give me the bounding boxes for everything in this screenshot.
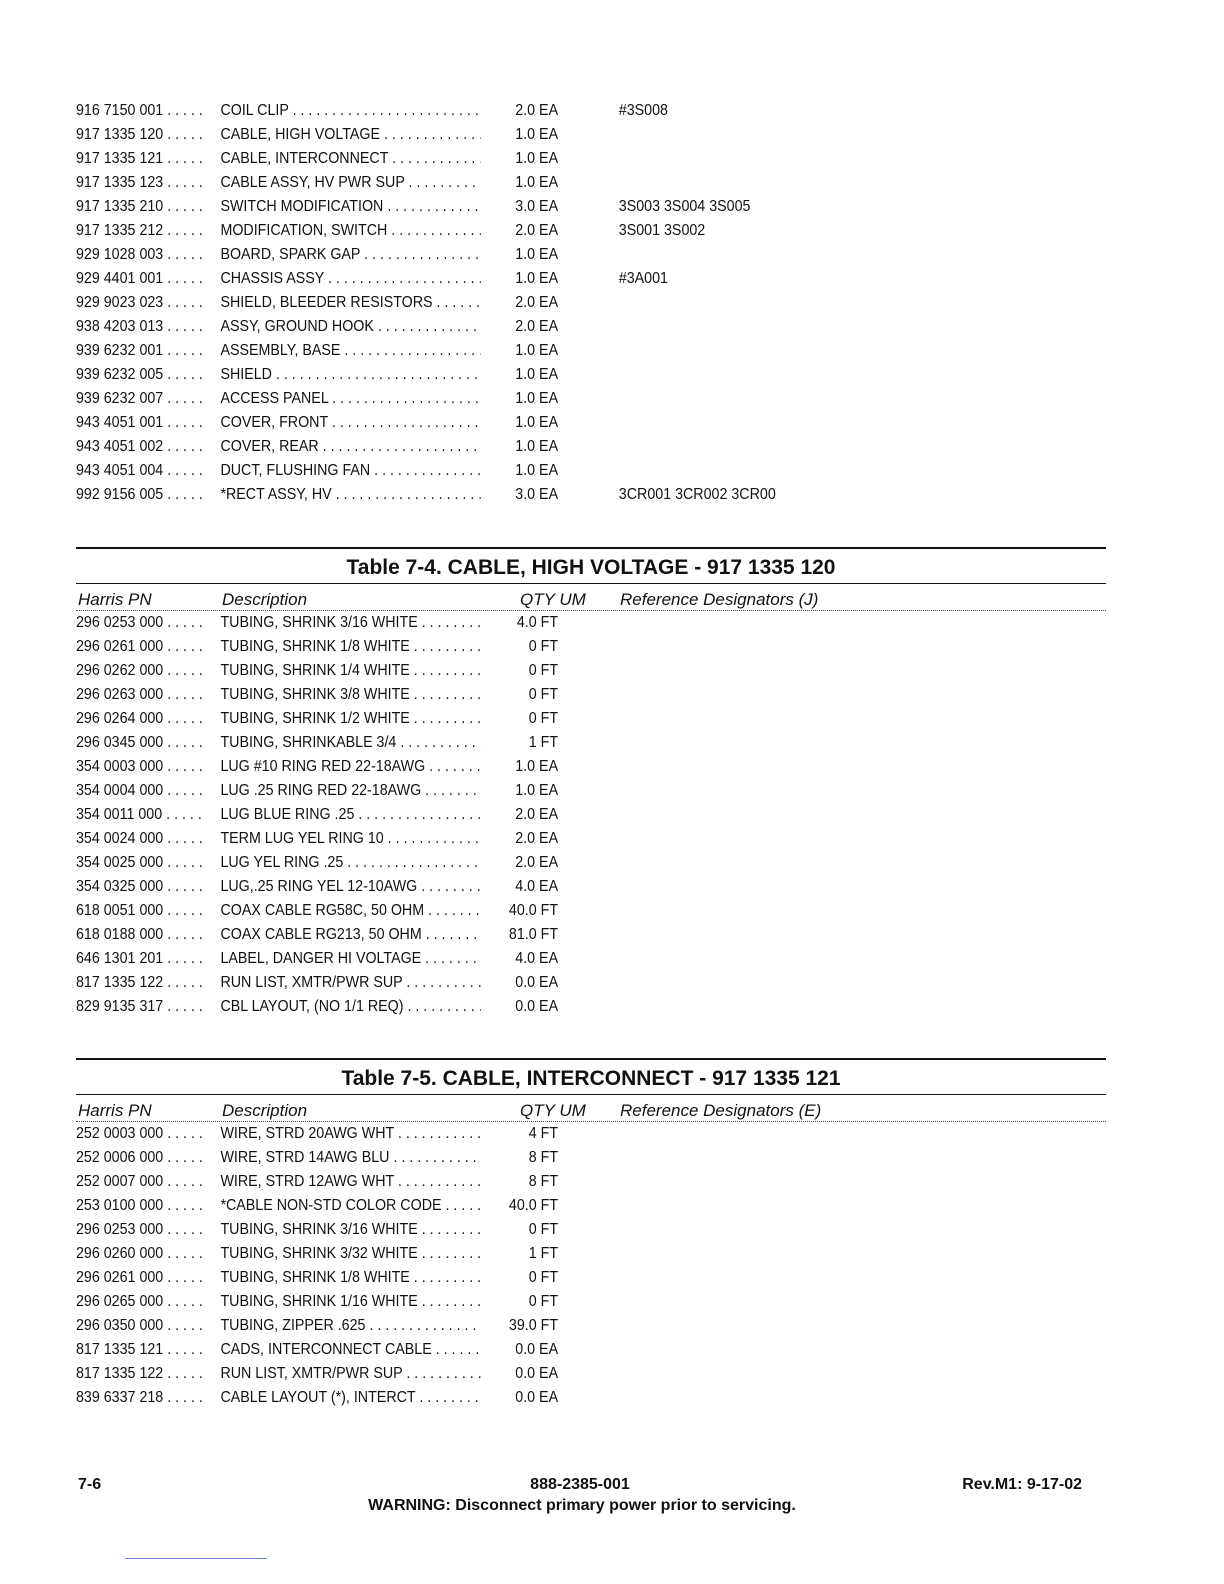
part-number: 646 1301 201 . . . xyxy=(76,950,205,968)
part-number: 252 0007 000 . . . xyxy=(76,1173,205,1191)
reference-designators: 3S003 3S004 3S005 xyxy=(618,198,751,215)
description: COIL CLIP . . . xyxy=(220,102,508,120)
description: RUN LIST, XMTR/PWR SUP . . . xyxy=(220,1365,508,1383)
quantity: 1.0 EA xyxy=(481,150,558,168)
table-row xyxy=(76,827,812,851)
quantity: 1.0 EA xyxy=(481,414,558,432)
quantity: 1 FT xyxy=(481,734,558,752)
table-row xyxy=(76,899,812,923)
quantity: 1.0 EA xyxy=(481,462,558,480)
description: CABLE LAYOUT (*), INTERCT . . . xyxy=(220,1389,508,1407)
part-number: 917 1335 210 . . . xyxy=(76,198,205,216)
part-number: 354 0003 000 . . . xyxy=(76,758,205,776)
warning-text: WARNING: Disconnect primary power prior to servicing. xyxy=(368,1497,796,1514)
description: CABLE ASSY, HV PWR SUP . . . xyxy=(220,174,508,192)
table-row xyxy=(76,755,812,779)
description: *RECT ASSY, HV . . . xyxy=(220,486,508,504)
table-row xyxy=(76,339,812,363)
quantity: 2.0 EA xyxy=(481,830,558,848)
scan-mark xyxy=(125,1558,267,1559)
quantity: 1.0 EA xyxy=(481,438,558,456)
table-row xyxy=(76,803,812,827)
description: TERM LUG YEL RING 10 . . . xyxy=(220,830,508,848)
revision: Rev.M1: 9-17-02 xyxy=(962,1476,1082,1493)
table-row xyxy=(76,99,812,123)
part-number: 929 1028 003 . . . xyxy=(76,246,205,264)
description: SWITCH MODIFICATION . . . xyxy=(220,198,508,216)
part-number: 943 4051 004 . . . xyxy=(76,462,205,480)
quantity: 0 FT xyxy=(481,1293,558,1311)
table-7-5-title: Table 7-5. CABLE, INTERCONNECT - 917 1335 121 xyxy=(341,1067,841,1090)
part-number: 296 0263 000 . . . xyxy=(76,686,205,704)
description: LUG .25 RING RED 22-18AWG . . . xyxy=(220,782,508,800)
part-number: 829 9135 317 . . . xyxy=(76,998,205,1016)
quantity: 40.0 FT xyxy=(481,902,558,920)
part-number: 917 1335 120 . . . xyxy=(76,126,205,144)
part-number: 296 0345 000 . . . xyxy=(76,734,205,752)
quantity: 1.0 EA xyxy=(481,390,558,408)
part-number: 917 1335 212 . . . xyxy=(76,222,205,240)
table-row xyxy=(76,1170,812,1194)
quantity: 2.0 EA xyxy=(481,102,558,120)
table-row xyxy=(76,1218,812,1242)
table-7-4-header-qty: QTY UM xyxy=(520,590,586,609)
description: TUBING, SHRINK 3/32 WHITE . . . xyxy=(220,1245,508,1263)
table-row xyxy=(76,707,812,731)
table-row xyxy=(76,123,812,147)
reference-designators: 3S001 3S002 xyxy=(618,222,706,239)
quantity: 0 FT xyxy=(481,1269,558,1287)
table-7-5-title-rule xyxy=(76,1094,1106,1095)
quantity: 0.0 EA xyxy=(481,1389,558,1407)
quantity: 2.0 EA xyxy=(481,806,558,824)
description: BOARD, SPARK GAP . . . xyxy=(220,246,508,264)
table-row xyxy=(76,411,812,435)
reference-designators: 3CR001 3CR002 3CR00 xyxy=(618,486,776,503)
description: COAX CABLE RG58C, 50 OHM . . . xyxy=(220,902,508,920)
part-number: 618 0188 000 . . . xyxy=(76,926,205,944)
description: DUCT, FLUSHING FAN . . . xyxy=(220,462,508,480)
description: RUN LIST, XMTR/PWR SUP . . . xyxy=(220,974,508,992)
quantity: 39.0 FT xyxy=(481,1317,558,1335)
table-7-4-header-desc: Description xyxy=(222,590,308,609)
description: WIRE, STRD 20AWG WHT . . . xyxy=(220,1125,508,1143)
description: SHIELD . . . xyxy=(220,366,508,384)
quantity: 0 FT xyxy=(481,662,558,680)
table-7-5-header-ref: Reference Designators (E) xyxy=(620,1101,822,1120)
part-number: 296 0260 000 . . . xyxy=(76,1245,205,1263)
quantity: 0.0 EA xyxy=(481,1365,558,1383)
table-7-4-title-rule xyxy=(76,583,1106,584)
table-row xyxy=(76,435,812,459)
part-number: 354 0325 000 . . . xyxy=(76,878,205,896)
table-row xyxy=(76,243,812,267)
quantity: 4.0 EA xyxy=(481,950,558,968)
table-row xyxy=(76,731,812,755)
table-row xyxy=(76,267,812,291)
table-row xyxy=(76,947,812,971)
description: CADS, INTERCONNECT CABLE . . . xyxy=(220,1341,508,1359)
parts-list xyxy=(76,99,876,507)
part-number: 939 6232 001 . . . xyxy=(76,342,205,360)
table-row xyxy=(76,387,812,411)
quantity: 0 FT xyxy=(481,710,558,728)
reference-designators: #3S008 xyxy=(618,102,668,119)
table-row xyxy=(76,1242,812,1266)
description: COAX CABLE RG213, 50 OHM . . . xyxy=(220,926,508,944)
quantity: 0 FT xyxy=(481,1221,558,1239)
table-row xyxy=(76,683,812,707)
table-row xyxy=(76,219,812,243)
table-row xyxy=(76,1194,812,1218)
description: TUBING, SHRINK 1/4 WHITE . . . xyxy=(220,662,508,680)
table-7-5-header-qty: QTY UM xyxy=(520,1101,586,1120)
table-row xyxy=(76,1146,812,1170)
table-7-4-top-rule xyxy=(76,547,1106,549)
quantity: 2.0 EA xyxy=(481,318,558,336)
description: LUG,.25 RING YEL 12-10AWG . . . xyxy=(220,878,508,896)
description: LUG #10 RING RED 22-18AWG . . . xyxy=(220,758,508,776)
description: ASSEMBLY, BASE . . . xyxy=(220,342,508,360)
part-number: 296 0264 000 . . . xyxy=(76,710,205,728)
quantity: 1.0 EA xyxy=(481,782,558,800)
table-row xyxy=(76,171,812,195)
table-row xyxy=(76,459,812,483)
description: LABEL, DANGER HI VOLTAGE . . . xyxy=(220,950,508,968)
table-row xyxy=(76,1266,812,1290)
quantity: 1.0 EA xyxy=(481,758,558,776)
quantity: 2.0 EA xyxy=(481,854,558,872)
table-row xyxy=(76,315,812,339)
table-row xyxy=(76,659,812,683)
table-7-4-body xyxy=(76,611,876,1019)
table-row xyxy=(76,1314,812,1338)
part-number: 943 4051 001 . . . xyxy=(76,414,205,432)
part-number: 939 6232 005 . . . xyxy=(76,366,205,384)
part-number: 817 1335 121 . . . xyxy=(76,1341,205,1359)
table-7-5-body xyxy=(76,1122,876,1410)
table-7-4-header-pn: Harris PN xyxy=(78,590,152,609)
description: COVER, REAR . . . xyxy=(220,438,508,456)
quantity: 1 FT xyxy=(481,1245,558,1263)
description: TUBING, SHRINK 1/2 WHITE . . . xyxy=(220,710,508,728)
part-number: 354 0025 000 . . . xyxy=(76,854,205,872)
table-row xyxy=(76,483,812,507)
description: TUBING, SHRINK 3/8 WHITE . . . xyxy=(220,686,508,704)
description: TUBING, SHRINK 3/16 WHITE . . . xyxy=(220,1221,508,1239)
part-number: 296 0265 000 . . . xyxy=(76,1293,205,1311)
part-number: 296 0262 000 . . . xyxy=(76,662,205,680)
part-number: 917 1335 121 . . . xyxy=(76,150,205,168)
part-number: 354 0004 000 . . . xyxy=(76,782,205,800)
part-number: 929 4401 001 . . . xyxy=(76,270,205,288)
table-row xyxy=(76,147,812,171)
document-number: 888-2385-001 xyxy=(530,1476,630,1493)
part-number: 296 0350 000 . . . xyxy=(76,1317,205,1335)
description: LUG BLUE RING .25 . . . xyxy=(220,806,508,824)
quantity: 3.0 EA xyxy=(481,198,558,216)
quantity: 1.0 EA xyxy=(481,174,558,192)
part-number: 253 0100 000 . . . xyxy=(76,1197,205,1215)
description: WIRE, STRD 14AWG BLU . . . xyxy=(220,1149,508,1167)
description: CHASSIS ASSY . . . xyxy=(220,270,508,288)
quantity: 4.0 FT xyxy=(481,614,558,632)
part-number: 296 0253 000 . . . xyxy=(76,614,205,632)
description: WIRE, STRD 12AWG WHT . . . xyxy=(220,1173,508,1191)
description: CBL LAYOUT, (NO 1/1 REQ) . . . xyxy=(220,998,508,1016)
quantity: 2.0 EA xyxy=(481,222,558,240)
table-row xyxy=(76,995,812,1019)
table-row xyxy=(76,195,812,219)
part-number: 296 0261 000 . . . xyxy=(76,638,205,656)
part-number: 939 6232 007 . . . xyxy=(76,390,205,408)
quantity: 1.0 EA xyxy=(481,126,558,144)
quantity: 40.0 FT xyxy=(481,1197,558,1215)
page-number: 7-6 xyxy=(78,1476,102,1493)
description: SHIELD, BLEEDER RESISTORS . . . xyxy=(220,294,508,312)
part-number: 839 6337 218 . . . xyxy=(76,1389,205,1407)
part-number: 354 0024 000 . . . xyxy=(76,830,205,848)
description: CABLE, HIGH VOLTAGE . . . xyxy=(220,126,508,144)
part-number: 917 1335 123 . . . xyxy=(76,174,205,192)
description: ASSY, GROUND HOOK . . . xyxy=(220,318,508,336)
table-row xyxy=(76,363,812,387)
table-row xyxy=(76,1386,812,1410)
description: TUBING, SHRINK 1/8 WHITE . . . xyxy=(220,1269,508,1287)
part-number: 817 1335 122 . . . xyxy=(76,974,205,992)
description: MODIFICATION, SWITCH . . . xyxy=(220,222,508,240)
quantity: 4.0 EA xyxy=(481,878,558,896)
part-number: 916 7150 001 . . . xyxy=(76,102,205,120)
description: TUBING, SHRINK 1/8 WHITE . . . xyxy=(220,638,508,656)
description: *CABLE NON-STD COLOR CODE . . . xyxy=(220,1197,508,1215)
table-7-5-top-rule xyxy=(76,1058,1106,1060)
table-row xyxy=(76,611,812,635)
quantity: 1.0 EA xyxy=(481,246,558,264)
quantity: 4 FT xyxy=(481,1125,558,1143)
table-7-4-title: Table 7-4. CABLE, HIGH VOLTAGE - 917 1335 120 xyxy=(346,556,836,579)
description: TUBING, ZIPPER .625 . . . xyxy=(220,1317,508,1335)
quantity: 0.0 EA xyxy=(481,1341,558,1359)
description: TUBING, SHRINK 3/16 WHITE . . . xyxy=(220,614,508,632)
description: ACCESS PANEL . . . xyxy=(220,390,508,408)
quantity: 0 FT xyxy=(481,686,558,704)
part-number: 296 0261 000 . . . xyxy=(76,1269,205,1287)
quantity: 8 FT xyxy=(481,1173,558,1191)
quantity: 2.0 EA xyxy=(481,294,558,312)
table-row xyxy=(76,779,812,803)
part-number: 252 0003 000 . . . xyxy=(76,1125,205,1143)
quantity: 1.0 EA xyxy=(481,342,558,360)
description: LUG YEL RING .25 . . . xyxy=(220,854,508,872)
table-7-4-header-ref: Reference Designators (J) xyxy=(620,590,819,609)
quantity: 81.0 FT xyxy=(481,926,558,944)
description: COVER, FRONT . . . xyxy=(220,414,508,432)
table-row xyxy=(76,875,812,899)
reference-designators: #3A001 xyxy=(618,270,668,287)
part-number: 943 4051 002 . . . xyxy=(76,438,205,456)
table-row xyxy=(76,635,812,659)
part-number: 992 9156 005 . . . xyxy=(76,486,205,504)
table-row xyxy=(76,1122,812,1146)
part-number: 252 0006 000 . . . xyxy=(76,1149,205,1167)
table-row xyxy=(76,923,812,947)
quantity: 3.0 EA xyxy=(481,486,558,504)
part-number: 929 9023 023 . . . xyxy=(76,294,205,312)
description: TUBING, SHRINKABLE 3/4 . . . xyxy=(220,734,508,752)
quantity: 1.0 EA xyxy=(481,366,558,384)
table-row xyxy=(76,971,812,995)
table-7-5-header-desc: Description xyxy=(222,1101,308,1120)
table-row xyxy=(76,851,812,875)
description: CABLE, INTERCONNECT . . . xyxy=(220,150,508,168)
table-row xyxy=(76,291,812,315)
part-number: 296 0253 000 . . . xyxy=(76,1221,205,1239)
table-7-5-header-pn: Harris PN xyxy=(78,1101,152,1120)
quantity: 8 FT xyxy=(481,1149,558,1167)
quantity: 0.0 EA xyxy=(481,998,558,1016)
table-row xyxy=(76,1338,812,1362)
table-row xyxy=(76,1290,812,1314)
part-number: 938 4203 013 . . . xyxy=(76,318,205,336)
part-number: 817 1335 122 . . . xyxy=(76,1365,205,1383)
part-number: 354 0011 000 . . . xyxy=(76,806,205,824)
quantity: 1.0 EA xyxy=(481,270,558,288)
quantity: 0.0 EA xyxy=(481,974,558,992)
part-number: 618 0051 000 . . . xyxy=(76,902,205,920)
table-row xyxy=(76,1362,812,1386)
description: TUBING, SHRINK 1/16 WHITE . . . xyxy=(220,1293,508,1311)
quantity: 0 FT xyxy=(481,638,558,656)
